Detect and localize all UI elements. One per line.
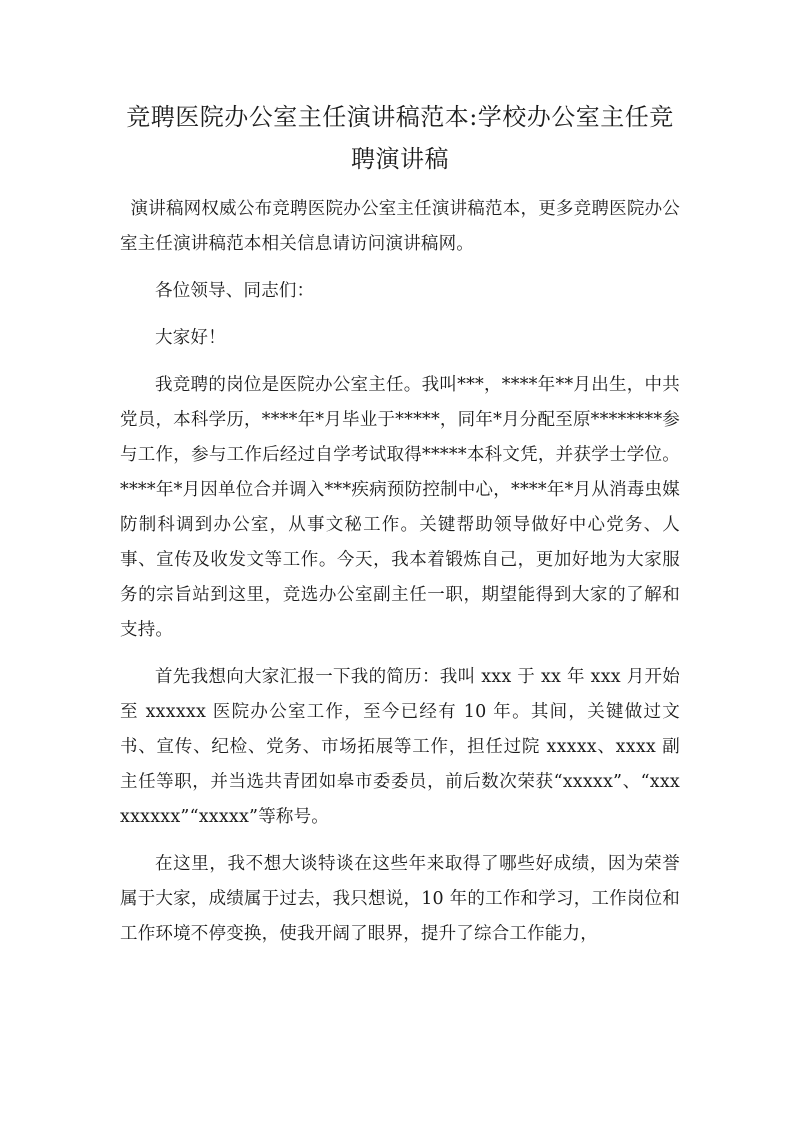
intro-paragraph: 演讲稿网权威公布竞聘医院办公室主任演讲稿范本，更多竞聘医院办公室主任演讲稿范本相关信息请访问演讲稿网。 bbox=[120, 199, 680, 254]
body-paragraph: 我竞聘的岗位是医院办公室主任。我叫***，****年**月出生，中共党员，本科学历，****年*月毕业于*****，同年*月分配至原********参与工作，参与工作后经过自学考试取得*****本科文凭，并获学士学位。****年*月因单位合并调入***疾病预防控制中心，****年*月从消毒虫媒防制科调到办公室，从事文秘工作。关键帮助领导做好中心党务、人事、宣传及收发文等工作。今天，我本着锻炼自己，更加好地为大家服务的宗旨站到这里，竞选办公室副主任一职，期望能得到大家的了解和支持。 bbox=[120, 375, 680, 640]
body-paragraph: 在这里，我不想大谈特谈在这些年来取得了哪些好成绩，因为荣誉属于大家，成绩属于过去，我只想说，10 年的工作和学习，工作岗位和工作环境不停变换，使我开阔了眼界，提升了综合工作能力， bbox=[120, 854, 680, 944]
salutation-paragraph: 各位领导、同志们： bbox=[155, 281, 315, 301]
document-title: 竞聘医院办公室主任演讲稿范本:学校办公室主任竞聘演讲稿 bbox=[126, 103, 674, 173]
greeting-paragraph: 大家好！ bbox=[155, 328, 226, 348]
body-paragraph: 首先我想向大家汇报一下我的简历：我叫 xxx 于 xx 年 xxx 月开始至 xxxxxx 医院办公室工作，至今已经有 10 年。其间，关键做过文书、宣传、纪检、党务、市场拓展等工作，担任过院 xxxxx、xxxx 副主任等职，并当选共青团如皋市委委员，前后数次荣获“xxxxx”、“xxxxxxxxx”“xxxxx”等称号。 bbox=[120, 667, 680, 827]
